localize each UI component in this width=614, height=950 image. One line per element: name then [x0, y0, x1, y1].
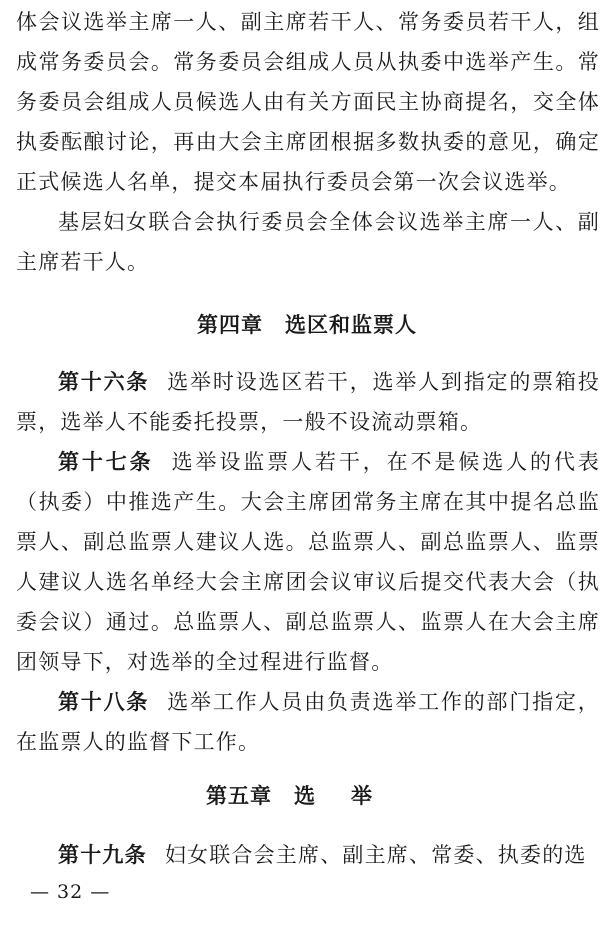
article-16-text: 选举时设选区若干，选举人到指定的票箱投票，选举人不能委托投票，一般不设流动票箱。	[16, 370, 600, 434]
article-17	[16, 442, 600, 682]
chapter-4-title: 选区和监票人	[285, 313, 417, 337]
paragraph-grassroots: 基层妇女联合会执行委员会全体会议选举主席一人、副主席若干人。	[16, 210, 600, 274]
chapter-4-heading	[0, 310, 614, 340]
article-16-label: 第十六条	[58, 370, 150, 394]
article-18	[16, 682, 600, 762]
article-17-label: 第十七条	[58, 450, 154, 474]
article-19	[16, 835, 600, 875]
article-18-label: 第十八条	[58, 690, 150, 714]
article-19-label: 第十九条	[58, 843, 147, 867]
chapter-4-number: 第四章	[197, 313, 263, 337]
paragraph-standing-committee: 体会议选举主席一人、副主席若干人、常务委员若干人，组成常务委员会。常务委员会组成人员从执委中选举产生。常务委员会组成人员候选人由有关方面民主协商提名，交全体执委酝酿讨论，再由大会主席团根据多数执委的意见，确定正式候选人名单，提交本届执行委员会第一次会议选举。	[16, 10, 600, 194]
article-17-text: 选举设监票人若干，在不是候选人的代表（执委）中推选产生。大会主席团常务主席在其中提名总监票人、副总监票人建议人选。总监票人、副总监票人、监票人建议人选名单经大会主席团会议审议后提交代表大会（执委会议）通过。总监票人、副总监票人、监票人在大会主席团领导下，对选举的全过程进行监督。	[16, 450, 600, 674]
chapter-5-title: 选举	[294, 784, 408, 808]
article-19-text: 妇女联合会主席、副主席、常委、执委的选	[164, 843, 587, 867]
chapter-5-number: 第五章	[206, 784, 272, 808]
chapter-5-heading	[0, 781, 614, 811]
article-16	[16, 362, 600, 442]
page-number: — 32 —	[30, 881, 111, 903]
article-18-text: 选举工作人员由负责选举工作的部门指定，在监票人的监督下工作。	[16, 690, 600, 754]
